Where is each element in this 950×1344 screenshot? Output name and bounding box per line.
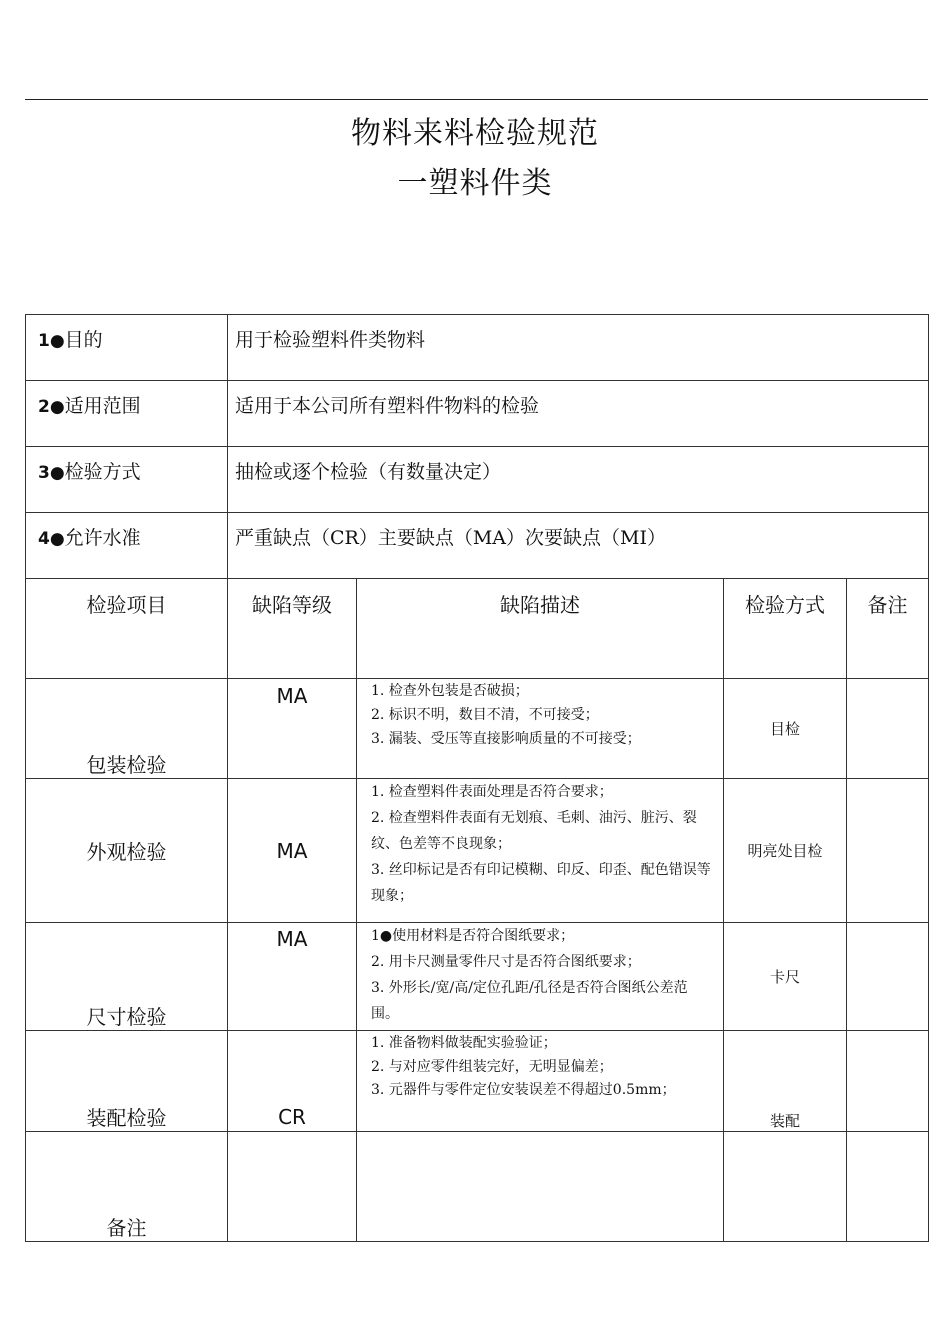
method-cell: 装配 (769, 1112, 800, 1130)
item-label: 尺寸检验 (86, 1005, 167, 1029)
info-num: 2● (38, 397, 65, 417)
desc-line: 2. 检查塑料件表面有无划痕、毛刺、油污、脏污、裂纹、色差等不良现象； (371, 810, 697, 852)
remark-cell (847, 779, 929, 923)
info-label: 目的 (64, 329, 103, 351)
item-label: 外观检验 (26, 779, 228, 923)
table-row-dimension (26, 923, 929, 1031)
header-description: 缺陷描述 (357, 579, 724, 679)
header-remark: 备注 (847, 579, 929, 679)
desc-line: 3. 外形长/宽/高/定位孔距/孔径是否符合图纸公差范围。 (371, 980, 688, 1022)
desc-line: 2. 与对应零件组装完好，无明显偏差； (371, 1059, 613, 1075)
grade-cell: MA (228, 923, 357, 1031)
desc-line: 1. 准备物料做装配实验验证； (371, 1035, 557, 1051)
remark-cell (847, 1031, 929, 1132)
info-value: 抽检或逐个检验（有数量决定） (228, 447, 929, 513)
info-label: 适用范围 (64, 395, 141, 417)
doc-subtitle: 一塑料件类 (397, 166, 553, 201)
desc-line: 1●使用材料是否符合图纸要求； (371, 928, 575, 944)
desc-line: 2. 用卡尺测量零件尺寸是否符合图纸要求； (371, 954, 641, 970)
info-num: 3● (38, 463, 65, 483)
header-grade: 缺陷等级 (228, 579, 357, 679)
desc-line: 3. 元器件与零件定位安装误差不得超过0.5mm； (371, 1082, 676, 1098)
inspection-spec-table (25, 314, 929, 1242)
info-label: 允许水准 (64, 527, 141, 549)
table-row-packaging (26, 679, 929, 779)
info-label: 检验方式 (64, 461, 141, 483)
header-item: 检验项目 (26, 579, 228, 679)
info-num: 1● (38, 331, 65, 351)
doc-title: 物料来料检验规范 (351, 116, 599, 151)
remark-label: 备注 (106, 1216, 147, 1240)
method-cell: 目检 (724, 679, 847, 779)
header-method: 检验方式 (724, 579, 847, 679)
grade-cell: MA (228, 779, 357, 923)
item-label: 包装检验 (86, 753, 167, 777)
table-row-remarks (26, 1132, 929, 1242)
remark-cell (847, 679, 929, 779)
top-rule (25, 99, 928, 100)
method-cell: 卡尺 (724, 923, 847, 1031)
table-row-appearance (26, 779, 929, 923)
info-row-scope (26, 381, 929, 447)
desc-line: 1. 检查外包装是否破损； (371, 683, 529, 699)
desc-line: 1. 检查塑料件表面处理是否符合要求； (371, 784, 613, 800)
table-row-assembly (26, 1031, 929, 1132)
method-cell: 明亮处目检 (724, 779, 847, 923)
remark-cell (847, 923, 929, 1031)
info-row-acceptance-level (26, 513, 929, 579)
info-value: 用于检验塑料件类物料 (228, 315, 929, 381)
table-header-row (26, 579, 929, 679)
info-value: 严重缺点（CR）主要缺点（MA）次要缺点（MI） (228, 513, 929, 579)
grade-cell: CR (278, 1105, 306, 1129)
info-num: 4● (38, 529, 65, 549)
desc-line: 2. 标识不明，数目不清，不可接受； (371, 707, 599, 723)
grade-cell: MA (228, 679, 357, 779)
info-row-method (26, 447, 929, 513)
desc-line: 3. 漏装、受压等直接影响质量的不可接受； (371, 731, 641, 747)
info-value: 适用于本公司所有塑料件物料的检验 (228, 381, 929, 447)
info-row-purpose (26, 315, 929, 381)
desc-line: 3. 丝印标记是否有印记模糊、印反、印歪、配色错误等现象； (371, 862, 711, 904)
item-label: 装配检验 (86, 1106, 167, 1130)
